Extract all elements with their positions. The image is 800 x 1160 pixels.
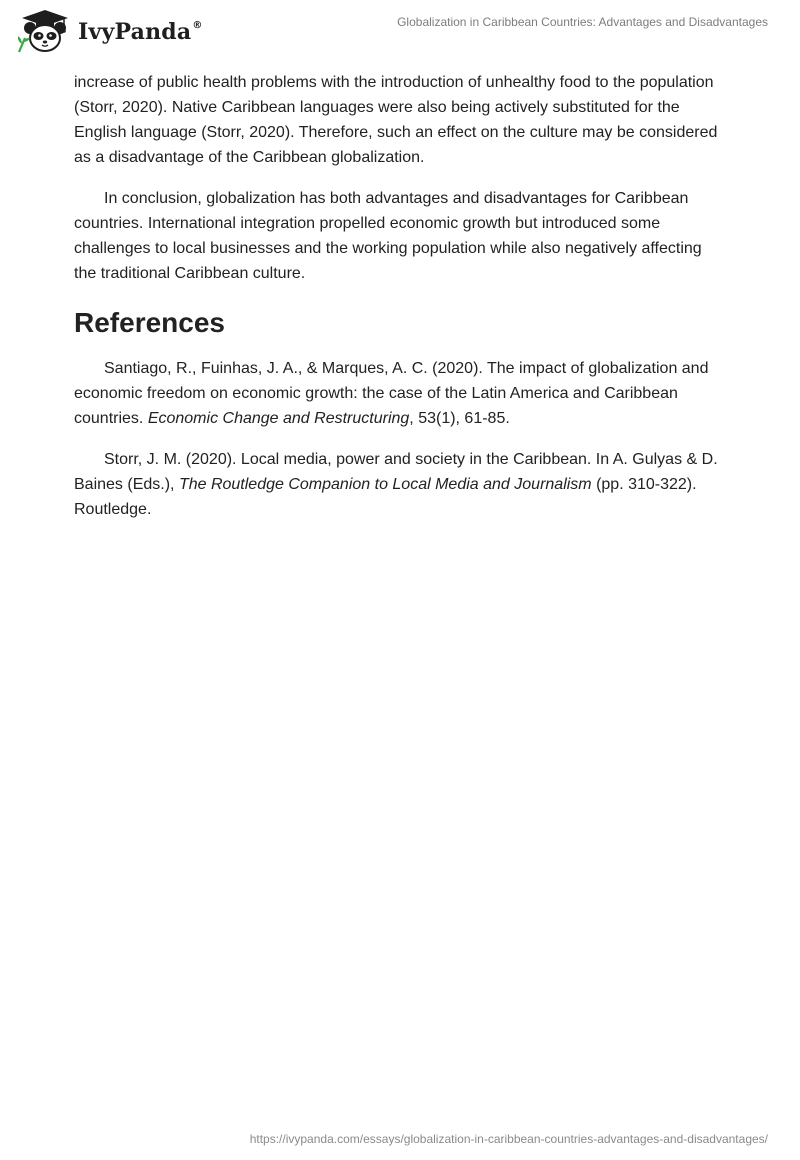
body-paragraph-continuation: increase of public health problems with the introduction of unhealthy food to the population (Storr, 2020). Native Caribbean languages were also being actively substituted for the English language (Storr, 2020). Therefore, such an effect on the culture may be considered as a disadvantage of the Caribbean globalization. — [74, 74, 718, 166]
document-title: Globalization in Caribbean Countries: Advantages and Disadvantages — [397, 15, 768, 29]
reference-text: Santiago, R., Fuinhas, J. A., & Marques, A. C. (2020). The impact of globalization and economic freedom on economic growth: the case of the Latin America and Caribbean countries. — [74, 360, 709, 427]
ivypanda-logo[interactable] — [16, 8, 203, 54]
logo-name: IvyPanda — [78, 19, 192, 45]
conclusion-paragraph: In conclusion, globalization has both advantages and disadvantages for Caribbean countries. International integration propelled economic growth but introduced some challenges to local businesses and the working population while also negatively affecting the traditional Caribbean culture. — [74, 190, 702, 282]
panda-graduate-logo-icon — [16, 8, 74, 54]
reference-text: Storr, J. M. (2020). Local media, power and society in the Caribbean. In A. Gulyas & D. Baines (Eds.), — [74, 451, 718, 493]
references-heading: References — [74, 307, 225, 338]
source-url[interactable]: https://ivypanda.com/essays/globalization-in-caribbean-countries-advantages-and-disadvantages/ — [249, 1132, 768, 1146]
reference-source-title: Economic Change and Restructuring — [147, 410, 410, 427]
reference-source-title: The Routledge Companion to Local Media and Journalism — [178, 476, 592, 493]
reference-entry — [74, 356, 728, 431]
page-header — [0, 0, 800, 62]
logo-wordmark — [78, 19, 203, 45]
reference-entry — [74, 447, 728, 522]
registered-mark: ® — [192, 19, 203, 31]
reference-text-end: (pp. 310-322). Routledge. — [74, 476, 697, 518]
essay-content — [74, 70, 728, 538]
reference-text-end: , 53(1), 61-85. — [409, 410, 510, 427]
